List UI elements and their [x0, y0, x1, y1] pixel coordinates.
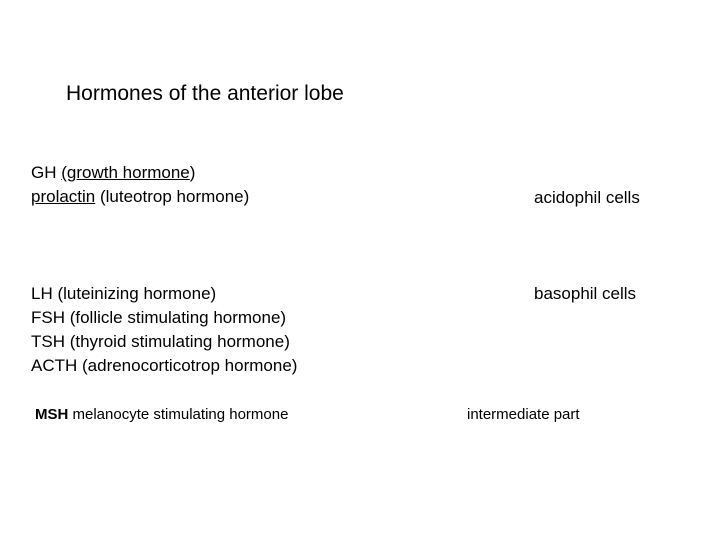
intermediate-part-label: intermediate part	[467, 406, 580, 423]
msh-abbr: MSH	[35, 406, 69, 423]
basophil-cells-label: basophil cells	[534, 284, 637, 303]
prolactin-line	[31, 188, 249, 205]
slide-title: Hormones of the anterior lobe	[66, 82, 344, 105]
prolactin-term: prolactin	[31, 187, 96, 206]
msh-rest: melanocyte stimulating hormone	[68, 406, 289, 423]
lh-line: LH (luteinizing hormone)	[31, 284, 217, 303]
gh-abbr: GH	[31, 163, 57, 182]
gh-line	[31, 164, 195, 181]
gh-close-paren: )	[189, 163, 196, 182]
acth-line: ACTH (adrenocorticotrop hormone)	[31, 356, 298, 375]
msh-line	[35, 407, 288, 422]
tsh-line: TSH (thyroid stimulating hormone)	[31, 332, 290, 351]
gh-underlined-text: (growth hormone	[61, 163, 190, 182]
fsh-line: FSH (follicle stimulating hormone)	[31, 308, 287, 327]
prolactin-rest: (luteotrop hormone)	[95, 187, 250, 206]
acidophil-cells-label: acidophil cells	[534, 188, 640, 207]
